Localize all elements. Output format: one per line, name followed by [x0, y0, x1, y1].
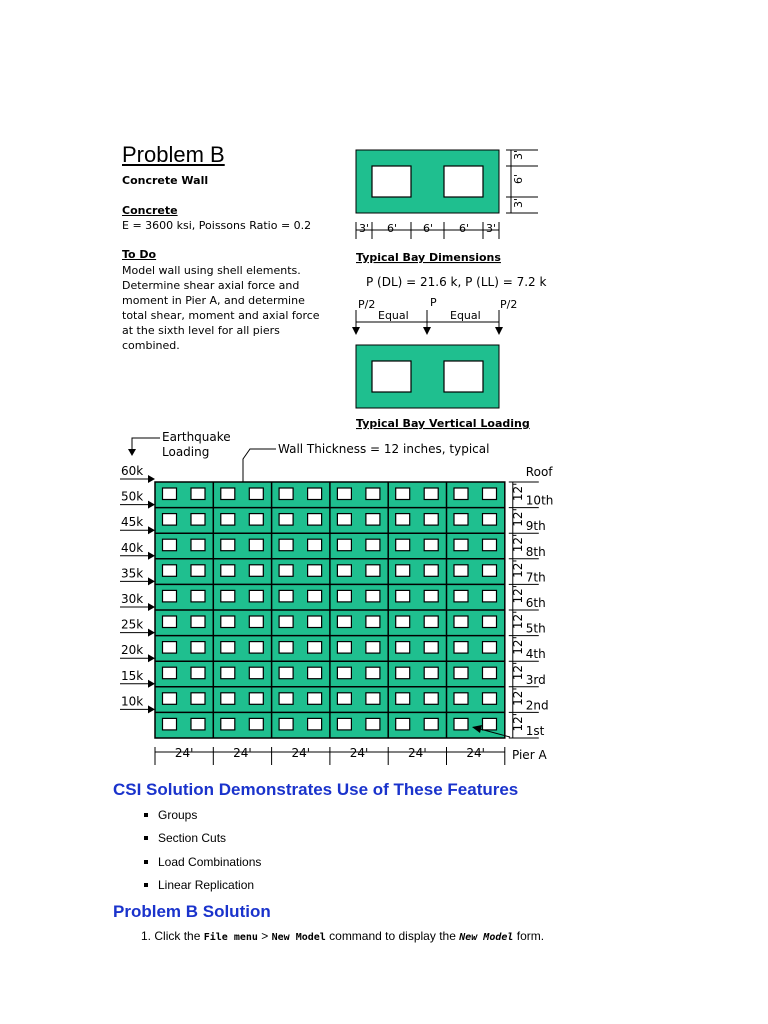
- new-model-form-ref: New Model: [459, 932, 514, 943]
- wall-opening: [279, 539, 293, 551]
- lateral-load-arrowhead: [148, 501, 155, 509]
- wall-opening: [424, 642, 438, 654]
- wall-opening: [366, 693, 380, 705]
- wall-opening: [221, 718, 235, 730]
- wall-opening: [163, 488, 177, 500]
- wall-opening: [221, 488, 235, 500]
- wall-opening: [279, 718, 293, 730]
- new-model-command-ref: New Model: [271, 932, 326, 943]
- bay-width-label: 24': [291, 746, 311, 760]
- wall-opening: [221, 514, 235, 526]
- wall-opening: [163, 565, 177, 577]
- step-click-text: Click the: [154, 929, 201, 943]
- features-list: [140, 806, 261, 899]
- wall-opening: [337, 642, 351, 654]
- wall-opening: [337, 718, 351, 730]
- wall-opening: [249, 642, 263, 654]
- wall-opening: [454, 718, 468, 730]
- wall-opening: [221, 642, 235, 654]
- wall-opening: [163, 514, 177, 526]
- menu-separator: >: [261, 929, 269, 943]
- wall-opening: [221, 616, 235, 628]
- problem-subtitle: Concrete Wall: [122, 174, 209, 187]
- wall-opening: [249, 539, 263, 551]
- wall-opening: [424, 590, 438, 602]
- todo-line: combined.: [122, 339, 180, 352]
- lateral-load-arrowhead: [148, 654, 155, 662]
- todo-line: Model wall using shell elements.: [122, 264, 301, 277]
- wall-opening: [483, 514, 497, 526]
- wall-opening: [424, 667, 438, 679]
- story-height-label: 12': [510, 661, 525, 681]
- csi-features-heading: CSI Solution Demonstrates Use of These Features: [113, 780, 519, 799]
- wall-opening: [191, 642, 205, 654]
- story-height-label: 12': [510, 508, 525, 527]
- wall-opening: [483, 565, 497, 577]
- wall-opening: [366, 616, 380, 628]
- story-height-label: 12': [510, 610, 525, 630]
- lateral-load-label: 50k: [121, 489, 144, 504]
- feature-section-cuts: Section Cuts: [140, 829, 261, 852]
- story-height-label: 12': [510, 533, 525, 553]
- todo-heading: To Do: [122, 248, 157, 261]
- wall-opening: [221, 590, 235, 602]
- wall-opening: [454, 488, 468, 500]
- vdim-bottom: 3': [512, 197, 525, 209]
- wall-opening: [483, 693, 497, 705]
- wall-opening: [424, 565, 438, 577]
- hdim-4: 6': [458, 222, 470, 235]
- lateral-load-label: 60k: [121, 464, 144, 478]
- p-center: P: [430, 296, 437, 309]
- wall-opening: [366, 718, 380, 730]
- wall-thickness-label: Wall Thickness = 12 inches, typical: [278, 442, 490, 456]
- earthquake-label-line1: Earthquake: [162, 430, 231, 444]
- wall-opening: [279, 488, 293, 500]
- bay-dimensions-caption: Typical Bay Dimensions: [356, 251, 501, 264]
- wall-opening: [191, 590, 205, 602]
- wall-opening: [308, 718, 322, 730]
- wall-opening: [454, 514, 468, 526]
- wall-opening: [366, 590, 380, 602]
- equal-left: Equal: [378, 309, 409, 322]
- p-half-left: P/2: [358, 298, 376, 311]
- wall-opening: [424, 693, 438, 705]
- story-label: 9th: [525, 519, 546, 534]
- lateral-load-label: 20k: [121, 643, 144, 658]
- loading-opening-left: [372, 361, 411, 392]
- wall-opening: [279, 514, 293, 526]
- hdim-5: 3': [485, 222, 497, 235]
- story-label: 8th: [525, 544, 546, 559]
- wall-opening: [191, 539, 205, 551]
- wall-opening: [191, 514, 205, 526]
- wall-opening: [163, 642, 177, 654]
- wall-opening: [249, 565, 263, 577]
- wall-opening: [483, 667, 497, 679]
- wall-opening: [163, 616, 177, 628]
- wall-opening: [163, 539, 177, 551]
- lateral-load-arrowhead: [148, 629, 155, 637]
- wall-opening: [366, 514, 380, 526]
- wall-opening: [396, 514, 410, 526]
- wall-opening: [191, 488, 205, 500]
- step-1: [141, 929, 544, 943]
- wall-opening: [249, 693, 263, 705]
- lateral-load-label: 15k: [121, 668, 144, 683]
- bay-opening-left: [372, 166, 411, 197]
- wall-opening: [279, 667, 293, 679]
- bay-width-label: 24': [233, 746, 252, 760]
- bay-width-label: 24': [408, 746, 427, 760]
- wall-opening: [279, 616, 293, 628]
- feature-groups: Groups: [140, 806, 261, 829]
- wall-opening: [279, 642, 293, 654]
- wall-opening: [308, 590, 322, 602]
- wall-opening: [424, 539, 438, 551]
- wall-opening: [221, 565, 235, 577]
- wall-opening: [454, 539, 468, 551]
- wall-opening: [221, 693, 235, 705]
- lateral-load-arrowhead: [148, 603, 155, 611]
- bay-width-label: 24': [174, 746, 194, 760]
- todo-line: total shear, moment and axial force: [122, 309, 320, 322]
- earthquake-leader-arrow: [128, 449, 136, 456]
- wall-opening: [249, 590, 263, 602]
- wall-opening: [308, 488, 322, 500]
- lateral-load-label: 35k: [121, 566, 144, 581]
- todo-line: Determine shear axial force and: [122, 279, 300, 292]
- story-dimensions: [509, 465, 554, 738]
- feature-linear-replication: Linear Replication: [140, 876, 261, 899]
- wall-opening: [249, 616, 263, 628]
- wall-opening: [424, 718, 438, 730]
- wall-opening: [337, 590, 351, 602]
- equal-right: Equal: [450, 309, 481, 322]
- wall-opening: [483, 539, 497, 551]
- hdim-1: 3': [358, 222, 370, 235]
- wall-elevation-figure: [110, 425, 570, 775]
- wall-opening: [191, 616, 205, 628]
- wall-opening: [337, 667, 351, 679]
- lateral-load-arrowhead: [148, 705, 155, 713]
- loading-opening-right: [444, 361, 483, 392]
- story-label: Roof: [525, 465, 553, 479]
- wall-opening: [191, 718, 205, 730]
- lateral-load-arrowhead: [148, 680, 155, 688]
- step-form-text: form.: [516, 929, 545, 943]
- story-label: 6th: [525, 596, 546, 610]
- wall-opening: [221, 667, 235, 679]
- earthquake-leader: [132, 438, 160, 451]
- lateral-load-label: 40k: [121, 540, 144, 555]
- wall-opening: [163, 667, 177, 679]
- vertical-loading-figure: [340, 270, 560, 435]
- wall-opening: [279, 565, 293, 577]
- story-label: 10th: [525, 493, 554, 508]
- lateral-load-label: 45k: [121, 515, 144, 530]
- vertical-loading-caption: Typical Bay Vertical Loading: [356, 417, 530, 430]
- wall-opening: [308, 514, 322, 526]
- story-label: 2nd: [525, 698, 549, 713]
- wall-opening: [424, 488, 438, 500]
- wall-opening: [483, 616, 497, 628]
- lateral-load-arrowhead: [148, 552, 155, 560]
- wall-opening: [221, 539, 235, 551]
- concrete-heading: Concrete: [122, 204, 178, 217]
- wall-opening: [308, 667, 322, 679]
- wall-opening: [279, 693, 293, 705]
- wall-opening: [308, 616, 322, 628]
- wall-opening: [454, 616, 468, 628]
- vdim-top: 3': [512, 149, 525, 161]
- wall-opening: [337, 488, 351, 500]
- problem-title: Problem B: [122, 142, 225, 167]
- wall-opening: [337, 565, 351, 577]
- wall-opening: [308, 642, 322, 654]
- wall-opening: [191, 693, 205, 705]
- wall-opening: [454, 642, 468, 654]
- wall-opening: [396, 539, 410, 551]
- wall-opening: [366, 642, 380, 654]
- wall-opening: [308, 693, 322, 705]
- story-label: 4th: [525, 647, 546, 662]
- wall-opening: [337, 539, 351, 551]
- wall-opening: [424, 514, 438, 526]
- story-height-label: 12': [510, 687, 525, 706]
- hdim-2: 6': [386, 222, 398, 235]
- wall-opening: [396, 718, 410, 730]
- wall-opening: [366, 539, 380, 551]
- wall-opening: [163, 590, 177, 602]
- step-number: 1.: [141, 929, 152, 943]
- wall-opening: [249, 667, 263, 679]
- concrete-properties: E = 3600 ksi, Poissons Ratio = 0.2: [122, 219, 312, 232]
- wall-opening: [163, 718, 177, 730]
- lateral-loads: [120, 464, 155, 713]
- wall-opening: [163, 693, 177, 705]
- wall-opening: [249, 718, 263, 730]
- lateral-load-label: 30k: [121, 592, 144, 606]
- wall-opening: [366, 565, 380, 577]
- wall-opening: [454, 590, 468, 602]
- vdim-mid: 6': [512, 173, 525, 185]
- wall-opening: [483, 718, 497, 730]
- story-height-label: 12': [510, 559, 525, 578]
- story-label: 7th: [525, 570, 546, 585]
- wall-opening: [396, 642, 410, 654]
- wall-opening: [396, 565, 410, 577]
- p-half-right: P/2: [500, 298, 518, 311]
- wall-opening: [191, 565, 205, 577]
- story-label: 5th: [525, 621, 546, 636]
- lateral-load-arrowhead: [148, 475, 155, 483]
- wall-opening: [396, 590, 410, 602]
- pier-a-label: Pier A: [512, 748, 547, 762]
- wall-opening: [424, 616, 438, 628]
- story-label: 3rd: [525, 672, 546, 687]
- wall-opening: [483, 590, 497, 602]
- file-menu-ref: File menu: [203, 932, 258, 943]
- bay-dimensions: [155, 746, 505, 765]
- wall-opening: [249, 514, 263, 526]
- wall-opening: [337, 616, 351, 628]
- wall-opening: [308, 565, 322, 577]
- story-height-label: 12': [510, 584, 525, 604]
- load-values: P (DL) = 21.6 k, P (LL) = 7.2 k: [366, 275, 547, 289]
- bay-width-label: 24': [349, 746, 369, 760]
- hdim-3: 6': [422, 222, 434, 235]
- feature-load-combinations: Load Combinations: [140, 853, 261, 876]
- story-label: 1st: [525, 724, 545, 738]
- wall-opening: [337, 514, 351, 526]
- step-command-text: command to display the: [329, 929, 456, 943]
- wall-opening: [396, 667, 410, 679]
- wall-opening: [308, 539, 322, 551]
- wall-opening: [279, 590, 293, 602]
- earthquake-label-line2: Loading: [162, 445, 210, 459]
- bay-width-label: 24': [466, 746, 485, 760]
- story-height-label: 12': [510, 636, 525, 655]
- bay-opening-right: [444, 166, 483, 197]
- lateral-load-label: 25k: [121, 617, 144, 632]
- story-height-label: 12': [510, 712, 525, 732]
- wall-opening: [454, 565, 468, 577]
- wall-opening: [483, 642, 497, 654]
- wall-opening: [396, 693, 410, 705]
- bay-dimensions-figure: [340, 140, 560, 270]
- wall-opening: [483, 488, 497, 500]
- todo-body: [122, 263, 327, 353]
- wall-opening: [396, 616, 410, 628]
- todo-line: at the sixth level for all piers: [122, 324, 280, 337]
- wall-opening: [396, 488, 410, 500]
- lateral-load-arrowhead: [148, 577, 155, 585]
- wall-opening: [191, 667, 205, 679]
- wall-opening: [337, 693, 351, 705]
- lateral-load-label: 10k: [121, 694, 144, 709]
- story-height-label: 12': [510, 482, 525, 502]
- wall-opening: [454, 667, 468, 679]
- lateral-load-arrowhead: [148, 526, 155, 534]
- wall-opening: [366, 667, 380, 679]
- todo-line: moment in Pier A, and determine: [122, 294, 305, 307]
- wall-opening: [454, 693, 468, 705]
- wall-grid: [155, 482, 505, 738]
- wall-opening: [249, 488, 263, 500]
- wall-opening: [366, 488, 380, 500]
- solution-heading: Problem B Solution: [113, 902, 271, 921]
